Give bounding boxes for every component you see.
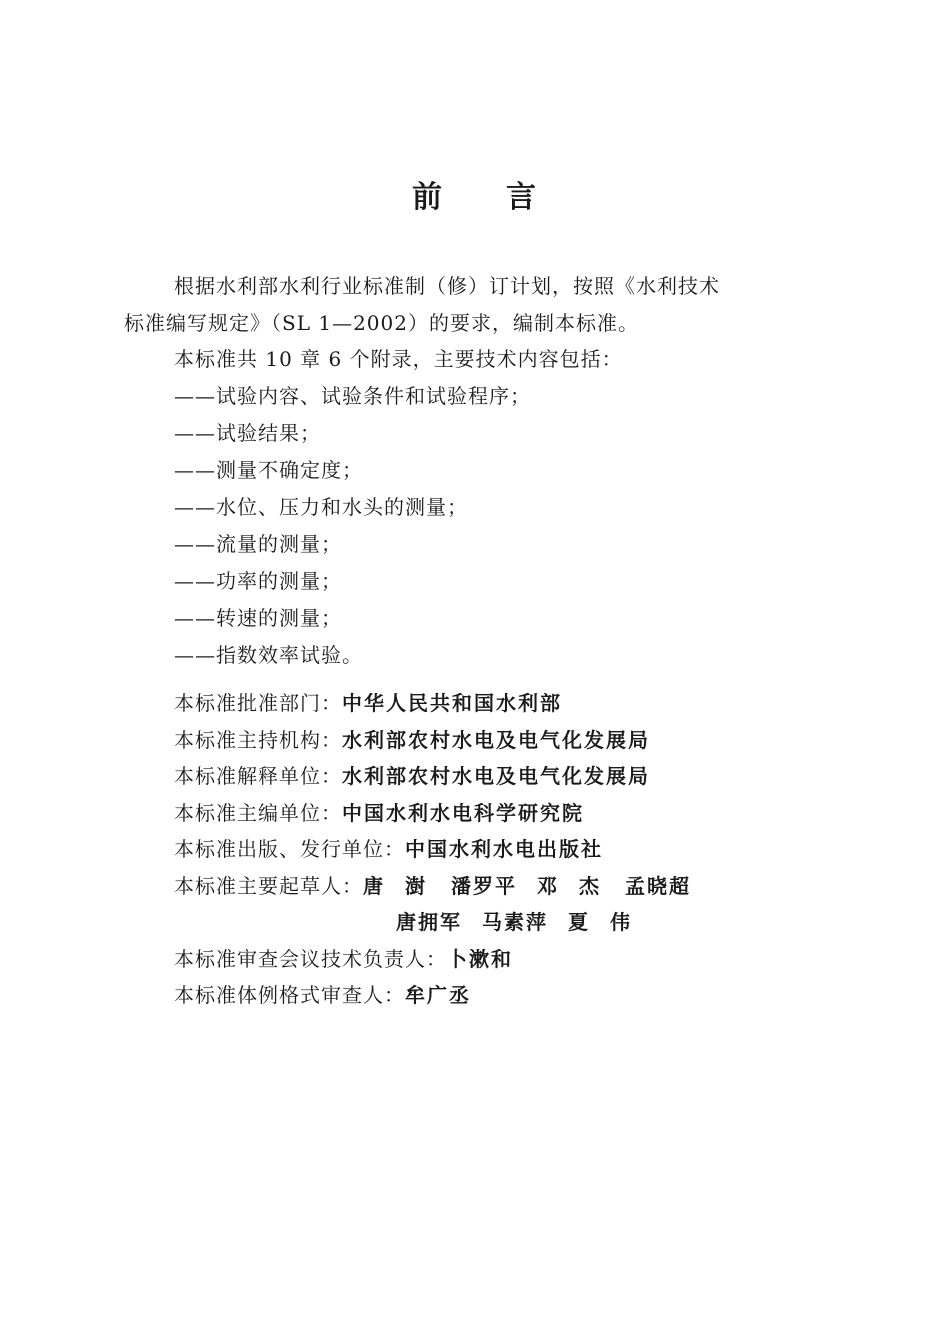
host-value: 水利部农村水电及电气化发展局: [342, 727, 650, 752]
drafter-name: 孟晓超: [625, 873, 691, 898]
format-reviewer-value: 牟广丞: [405, 983, 471, 1007]
interpret-label: 本标准解释单位：: [174, 764, 342, 788]
contents-item: ——测量不确定度；: [174, 458, 363, 482]
publisher-row: [174, 835, 711, 872]
publisher-value: 中国水利水电出版社: [405, 837, 603, 861]
tech-reviewer-value: 卜漱和: [447, 946, 513, 971]
editor-label: 本标准主编单位：: [174, 800, 342, 825]
format-reviewer-row: [174, 981, 711, 1018]
drafters-row-2: [174, 908, 711, 945]
page-title: [0, 172, 950, 216]
drafter-name: 马素萍: [482, 910, 548, 934]
contents-item: ——试验内容、试验条件和试验程序；: [174, 384, 531, 408]
title-char-2: 言: [506, 180, 538, 215]
drafter-name: 潘罗平: [451, 873, 517, 898]
info-block: [174, 689, 711, 1018]
drafter-name: 邓杰: [537, 873, 621, 898]
format-reviewer-label: 本标准体例格式审查人：: [174, 983, 405, 1007]
editor-row: [174, 799, 711, 836]
publisher-label: 本标准出版、发行单位：: [174, 837, 405, 861]
contents-item: ——水位、压力和水头的测量；: [174, 495, 468, 519]
tech-reviewer-label: 本标准审查会议技术负责人：: [174, 946, 447, 971]
drafters-row-1: [174, 872, 711, 909]
contents-item: ——流量的测量；: [174, 532, 342, 556]
contents-item: ——指数效率试验。: [174, 643, 363, 667]
contents-item: ——试验结果；: [174, 421, 321, 445]
tech-reviewer-row: [174, 945, 711, 982]
host-label: 本标准主持机构：: [174, 727, 342, 752]
contents-list: [174, 382, 531, 678]
intro-line-1: 根据水利部水利行业标准制（修）订计划，按照《水利技术: [174, 274, 720, 298]
approval-value: 中华人民共和国水利部: [342, 691, 562, 715]
drafter-name: 夏伟: [568, 910, 652, 934]
approval-row: [174, 689, 711, 726]
contents-item: ——转速的测量；: [174, 606, 342, 630]
contents-item: ——功率的测量；: [174, 569, 342, 593]
intro-line-2: 标准编写规定》（SL 1—2002）的要求，编制本标准。: [124, 311, 639, 335]
drafters-label: 本标准主要起草人：: [174, 873, 363, 898]
interpret-value: 水利部农村水电及电气化发展局: [342, 764, 650, 788]
approval-label: 本标准批准部门：: [174, 691, 342, 715]
drafter-name: 唐澍: [363, 873, 447, 898]
title-char-1: 前: [412, 180, 444, 215]
drafter-name: 唐拥军: [396, 910, 462, 934]
editor-value: 中国水利水电科学研究院: [342, 800, 584, 825]
intro-line-3: 本标准共 10 章 6 个附录，主要技术内容包括：: [174, 347, 623, 371]
host-row: [174, 726, 711, 763]
interpret-row: [174, 762, 711, 799]
